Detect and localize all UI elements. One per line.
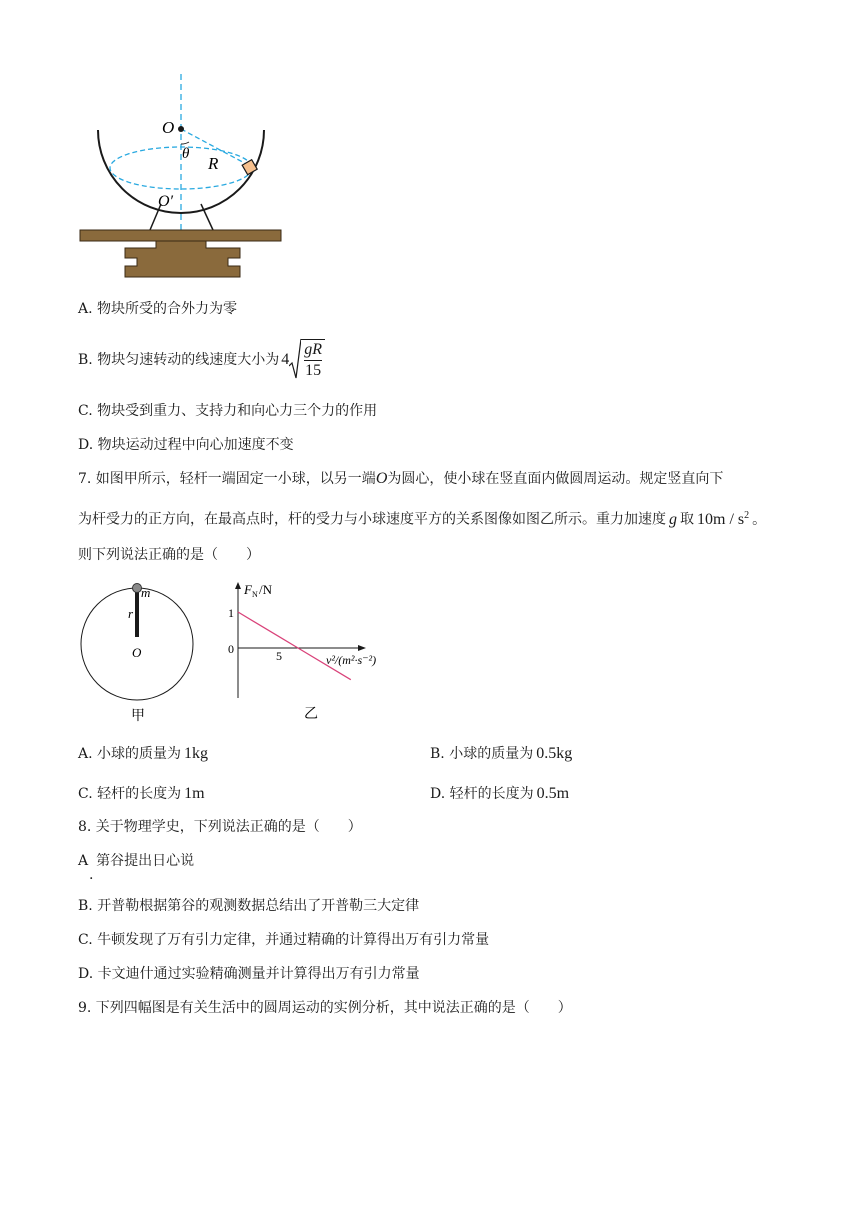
center-point bbox=[178, 126, 184, 132]
figure-jia bbox=[75, 580, 200, 725]
q7-option-a-text: A. 小球的质量为 bbox=[78, 746, 182, 762]
q7-stem-line2-a: 为杆受力的正方向，在最高点时，杆的受力与小球速度平方的关系图像如图乙所示。重力加速度 bbox=[78, 511, 666, 528]
theta-arc bbox=[181, 142, 189, 144]
q7-stem-line2-b: 取 bbox=[680, 511, 694, 528]
q8-option-d: D. 卡文迪什通过实验精确测量并计算得出万有引力常量 bbox=[78, 966, 420, 982]
q7-option-b bbox=[430, 745, 572, 763]
q7-option-d-text: D. 轻杆的长度为 bbox=[430, 786, 534, 802]
caption-yi: 乙 bbox=[304, 707, 318, 722]
fraction-numerator: gR bbox=[304, 341, 322, 358]
q7-option-a bbox=[78, 745, 208, 763]
y-tick-1: 1 bbox=[228, 606, 234, 620]
q8-option-a-text: 第谷提出日心说 bbox=[96, 853, 195, 869]
q7-stem-g: g bbox=[669, 510, 677, 528]
sqrt-sign bbox=[289, 338, 301, 382]
chart-series-group bbox=[238, 612, 351, 680]
q7-stem-O: O bbox=[375, 470, 388, 487]
q6-option-b-coef: 4 bbox=[281, 351, 290, 368]
q7-option-c-value: 1m bbox=[184, 785, 205, 802]
q6-option-d: D. 物块运动过程中向心加速度不变 bbox=[78, 437, 294, 453]
q7-stem-accel-exp: 2 bbox=[744, 510, 750, 521]
q6-option-b bbox=[78, 336, 325, 384]
y-axis-arrow bbox=[235, 582, 241, 589]
q7-stem-line1-b: 为圆心，使小球在竖直面内做圆周运动。规定竖直向下 bbox=[387, 471, 724, 487]
y-tick-0: 0 bbox=[228, 642, 234, 656]
turntable-base bbox=[125, 241, 240, 277]
q6-option-b-prefix: B. 物块匀速转动的线速度大小为 bbox=[78, 352, 280, 368]
sqrt-expression bbox=[289, 338, 325, 382]
label-R: R bbox=[208, 154, 219, 173]
fraction-denominator: 15 bbox=[305, 362, 322, 379]
fn-v2-line bbox=[238, 612, 351, 680]
q8-option-c: C. 牛顿发现了万有引力定律，并通过精确的计算得出万有引力常量 bbox=[78, 932, 490, 948]
bowl-turntable-figure bbox=[70, 70, 300, 285]
x-tick-5: 5 bbox=[276, 649, 282, 663]
y-axis-label-F: F bbox=[244, 582, 252, 597]
q8-stem: 8. 关于物理学史，下列说法正确的是（ ） bbox=[78, 819, 362, 835]
q6-option-c: C. 物块受到重力、支持力和向心力三个力的作用 bbox=[78, 403, 378, 419]
turntable-plate bbox=[80, 230, 281, 241]
q7-stem-line3: 则下列说法正确的是（ ） bbox=[78, 547, 260, 563]
label-O-center: O bbox=[132, 645, 142, 660]
q7-option-d-value: 0.5m bbox=[536, 785, 570, 802]
x-axis-arrow bbox=[358, 645, 366, 651]
y-axis-label-unit: /N bbox=[259, 582, 272, 597]
q7-stem-line1 bbox=[78, 470, 723, 488]
label-m: m bbox=[141, 585, 151, 600]
q7-option-a-value: 1kg bbox=[184, 745, 209, 762]
label-O: O bbox=[162, 118, 175, 137]
caption-jia: 甲 bbox=[131, 709, 145, 724]
q8-option-b: B. 开普勒根据第谷的观测数据总结出了开普勒三大定律 bbox=[78, 898, 420, 914]
q6-option-a: A. 物块所受的合外力为零 bbox=[78, 301, 238, 317]
sqrt-fraction bbox=[301, 339, 325, 382]
q9-stem: 9. 下列四幅图是有关生活中的圆周运动的实例分析，其中说法正确的是（ ） bbox=[78, 1000, 572, 1016]
q8-option-a bbox=[78, 852, 194, 870]
q7-option-b-value: 0.5kg bbox=[536, 745, 573, 762]
q8-option-a-letter: A bbox=[78, 853, 89, 869]
y-axis-label-sub: N bbox=[252, 590, 258, 599]
x-axis-label: v²/(m²·s⁻²) bbox=[326, 653, 377, 667]
figure-yi-chart bbox=[220, 578, 400, 728]
label-r: r bbox=[128, 606, 134, 621]
q7-option-d bbox=[430, 785, 569, 803]
q7-stem-line1-a: 7. 如图甲所示，轻杆一端固定一小球，以另一端 bbox=[78, 471, 376, 487]
bowl-outline bbox=[98, 130, 264, 213]
q7-option-c bbox=[78, 785, 205, 803]
q7-stem-line2-end: 。 bbox=[752, 511, 767, 528]
q8-option-a-dot: . bbox=[89, 867, 94, 883]
q7-option-b-text: B. 小球的质量为 bbox=[430, 746, 534, 762]
q7-option-c-text: C. 轻杆的长度为 bbox=[78, 786, 182, 802]
label-theta: θ bbox=[182, 146, 190, 162]
q7-stem-accel-value: 10m / s bbox=[697, 510, 745, 528]
q7-stem-line2 bbox=[78, 507, 766, 529]
label-O-prime: O′ bbox=[158, 193, 174, 210]
small-block bbox=[242, 160, 257, 175]
